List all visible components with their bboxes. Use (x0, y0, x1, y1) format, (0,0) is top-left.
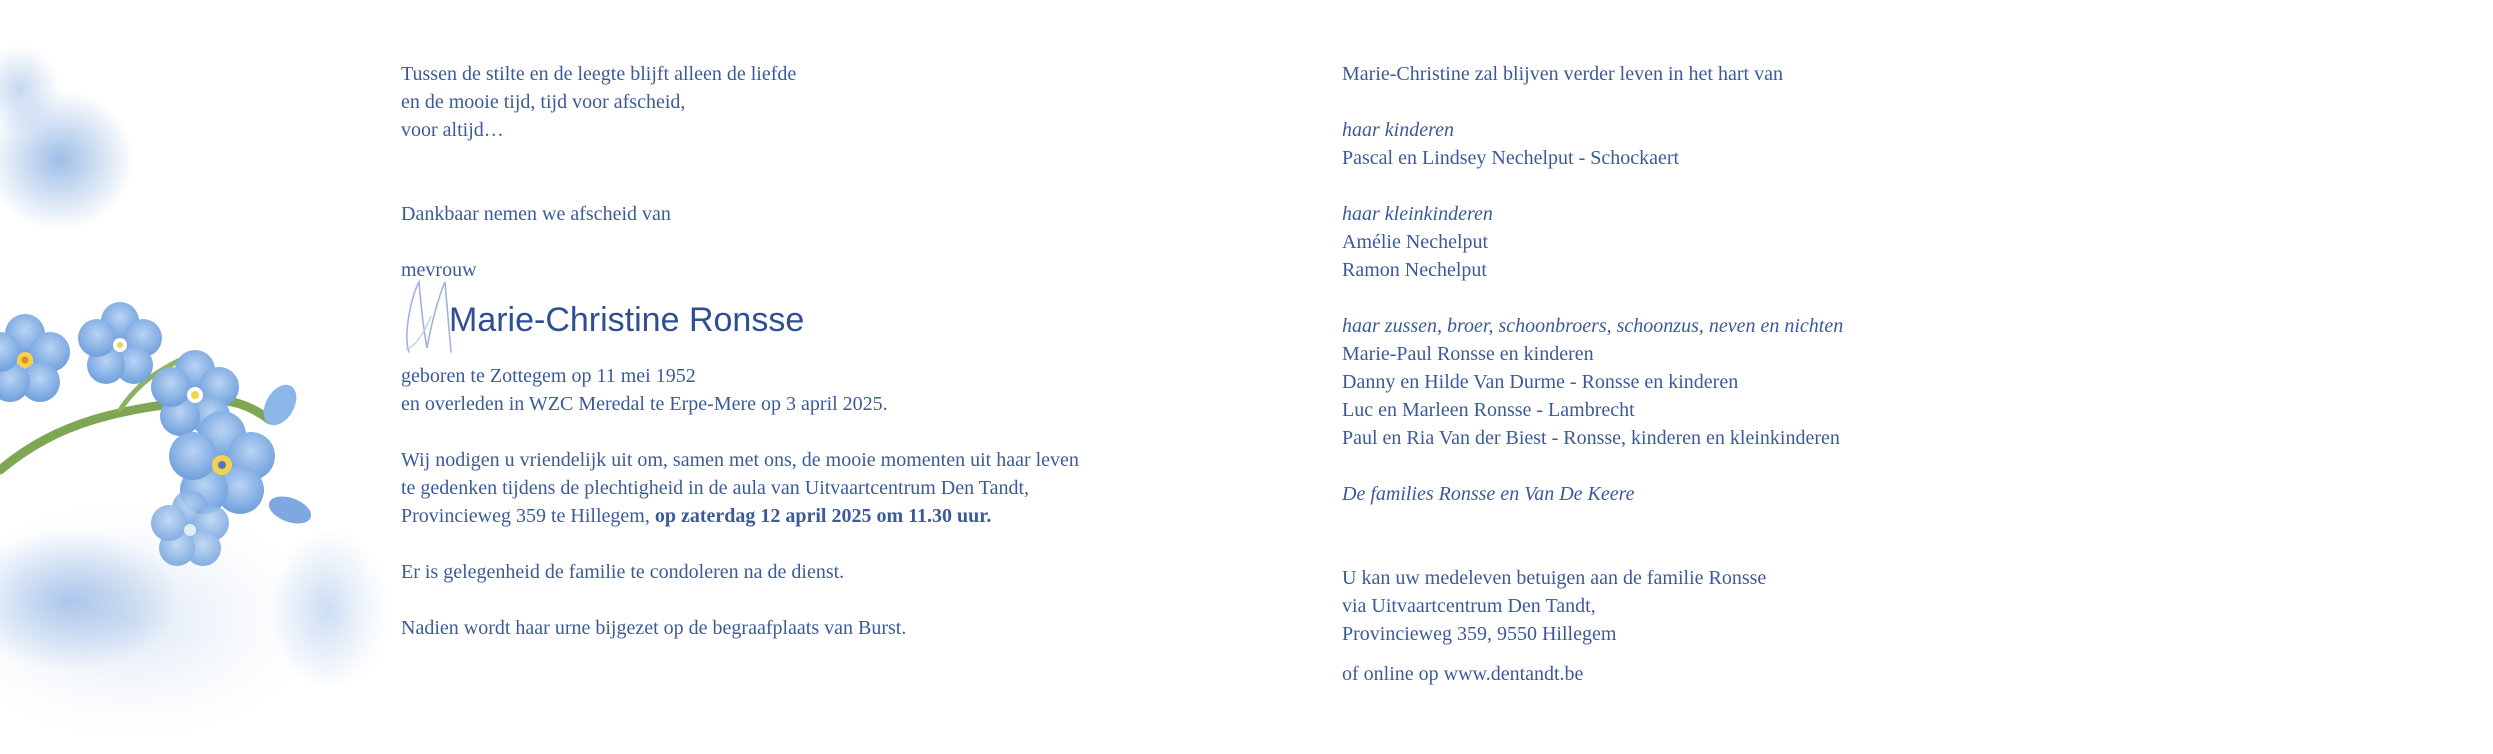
ceremony-datetime: op zaterdag 12 april 2025 om 11.30 uur. (654, 505, 992, 527)
contact-line: U kan uw medeleven betuigen aan de familie Ronsse (1342, 567, 1767, 589)
flower-drawing (0, 0, 460, 754)
family-member: Danny en Hilde Van Durme - Ronsse en kinderen (1342, 371, 1739, 393)
invitation-line: Wij nodigen u vriendelijk uit om, samen met ons, de mooie momenten uit haar leven (401, 449, 1079, 471)
forget-me-not-illustration (0, 0, 460, 754)
birth-line: geboren te Zottegem op 11 mei 1952 (401, 365, 696, 387)
family-heading-grandchildren: haar kleinkinderen (1342, 203, 1493, 225)
invitation-line: te gedenken tijdens de plechtigheid in de aula van Uitvaartcentrum Den Tandt, (401, 477, 1030, 499)
condolence-note: Er is gelegenheid de familie te condoleren na de dienst. (401, 561, 845, 583)
online-prefix: of online op (1342, 663, 1439, 685)
family-heading-children: haar kinderen (1342, 119, 1455, 141)
family-member: Amélie Nechelput (1342, 231, 1489, 253)
contact-line: via Uitvaartcentrum Den Tandt, (1342, 595, 1596, 617)
contact-line: Provincieweg 359, 9550 Hillegem (1342, 623, 1617, 645)
deceased-name: Marie-Christine Ronsse (449, 301, 805, 339)
invitation-address: Provincieweg 359 te Hillegem, (401, 505, 650, 527)
salutation: mevrouw (401, 259, 477, 281)
online-line (1342, 660, 2122, 688)
deceased-name-row (401, 284, 1161, 348)
poem-line: Tussen de stilte en de leegte blijft alleen de liefde (401, 63, 797, 85)
family-member: Marie-Paul Ronsse en kinderen (1342, 343, 1594, 365)
urn-note: Nadien wordt haar urne bijgezet op de begraafplaats van Burst. (401, 617, 907, 639)
death-line: en overleden in WZC Meredal te Erpe-Mere op 3 april 2025. (401, 393, 888, 415)
invitation-line (401, 502, 1161, 530)
fade-overlay (0, 0, 460, 754)
family-member: Luc en Marleen Ronsse - Lambrecht (1342, 399, 1635, 421)
card-left-column (401, 60, 1161, 642)
intro-text: Dankbaar nemen we afscheid van (401, 203, 671, 225)
remembrance-intro: Marie-Christine zal blijven verder leven in het hart van (1342, 63, 1783, 85)
family-member: Paul en Ria Van der Biest - Ronsse, kinderen en kleinkinderen (1342, 427, 1840, 449)
family-member: Pascal en Lindsey Nechelput - Schockaert (1342, 147, 1680, 169)
poem-line: en de mooie tijd, tijd voor afscheid, (401, 91, 686, 113)
website-link[interactable]: www.dentandt.be (1443, 663, 1584, 685)
card-right-column (1342, 60, 2122, 688)
families-line: De families Ronsse en Van De Keere (1342, 483, 1635, 505)
poem-line: voor altijd… (401, 119, 504, 141)
family-member: Ramon Nechelput (1342, 259, 1487, 281)
family-heading-siblings: haar zussen, broer, schoonbroers, schoonzus, neven en nichten (1342, 315, 1844, 337)
